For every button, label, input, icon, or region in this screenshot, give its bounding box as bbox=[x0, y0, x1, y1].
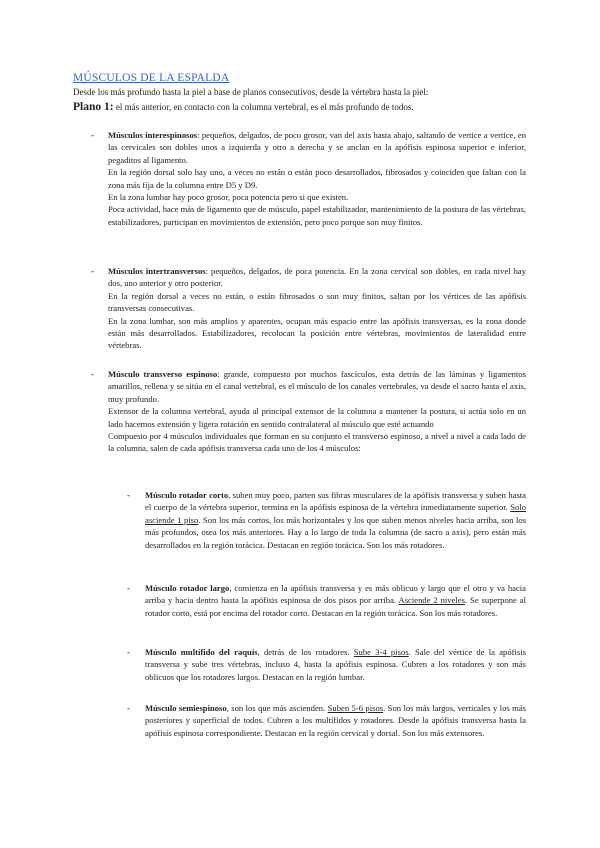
sublist-item-rotador-corto bbox=[145, 489, 526, 551]
item-term: Músculo transverso espinoso bbox=[108, 369, 218, 379]
subitem-term: Músculo rotador corto bbox=[145, 490, 229, 500]
list-item-intertransversos bbox=[108, 265, 526, 352]
item-text: : pequeños, delgados, de poco grosor, van del axis hasta abajo, saltando de vertice a vertice, en las cervicales son dobles unos a izquierda y otro a derecha y se anclan en la apófisis espinosa superior e inferior, pegaditos al ligamento. bbox=[108, 130, 526, 165]
subitem-underlined: Sube 3-4 pisos bbox=[353, 647, 409, 657]
subitem-text: . Se superpone al rotador corto, está por encima del rotador corto. Destacan en la región torácica. Son los más rotadores. bbox=[145, 595, 527, 618]
list-bullet-dash: - bbox=[91, 130, 94, 140]
subitem-text: , comienza en la apófisis transversa y es más oblicuo y largo que el otro y va hacia arriba y hacia dentro hasta la apófisis espinosa de dos pisos por arriba. bbox=[145, 583, 526, 606]
list-bullet-dash: - bbox=[91, 266, 94, 276]
subitem-term: Músculo semiespinoso bbox=[145, 703, 227, 713]
item-term: Músculos interespinosos bbox=[108, 130, 198, 140]
item-term: Músculos intertransversos bbox=[108, 266, 206, 276]
subitem-paragraph bbox=[145, 646, 526, 683]
item-paragraph: En la región dorsal a veces no están, o están fibrosados o son muy finitos, saltan por los vértices de las apófisis transversas consecutivas. bbox=[108, 290, 526, 314]
subitem-underlined: Suben 5-6 pisos bbox=[327, 703, 384, 713]
list-item-interespinosos bbox=[108, 129, 526, 228]
sublist-bullet-dash: - bbox=[127, 647, 130, 657]
sublist-item-multifido bbox=[145, 646, 526, 683]
subitem-term: Músculo rotador largo bbox=[145, 583, 230, 593]
plano-1-line bbox=[73, 101, 414, 113]
sublist-item-semiespinoso bbox=[145, 702, 526, 739]
item-paragraph bbox=[108, 368, 526, 405]
intro-text: Desde los más profundo hasta la piel a base de planos consecutivos, desde la vértebra hasta la piel: bbox=[73, 87, 429, 97]
subitem-paragraph bbox=[145, 489, 526, 551]
item-paragraph: Extensor de la columna vertebral, ayuda al principal extensor de la columna a mantener la postura, si actúa solo en un lado hacemos extensión y ligera rotación en sentido contralateral al músculo que esté actuando bbox=[108, 406, 526, 429]
subitem-text: . Son los más cortos, los más horizontales y los que suben menos niveles hacia arriba, son los más profundos, osea los más anteriores. Hay a lo largo de toda la columna (de sacro a axis), pero están más desarrollados en la región torácica. Destacan en región torácica. Son los más rotadores. bbox=[145, 514, 527, 550]
subitem-text: , suben muy poco, parten sus fibras musculares de la apófisis transversa y suben hasta el cuerpo de la vértebra superior, termina en la apófisis espinosa de la vértebra inmediatamente superior. bbox=[145, 490, 526, 513]
list-item-transverso-espinoso bbox=[108, 368, 526, 455]
subitem-text: . Sale del vértice de la apófisis transversa y sube tres vértebras, incluso 4, hasta la apófisis espinosa. Cubren a los rotadores y son más oblicuos que los rotadores largos. Destacan en la región lumbar. bbox=[145, 647, 526, 682]
item-paragraph: Compuesto por 4 músculos individuales que forman en su conjunto el transverso espinoso, a nivel a nivel a cada lado de la columna, salen de cada apófisis transversa cada uno de los 4 músculos: bbox=[108, 431, 526, 454]
item-paragraph: En la zona lumbar hay poco grosor, poca potencia pero si que existen. bbox=[108, 192, 349, 203]
subitem-text: . Son los más largos, verticales y los más posteriores y superficial de todos. Cubren a los multífidos y rotadores. Desde la apófisis transversa hasta la apófisis espinosa correspondiente. Destacan en la región cervical y dorsal. Son los más extensores. bbox=[145, 703, 526, 738]
plano-label: Plano 1: bbox=[73, 101, 114, 113]
sublist-bullet-dash: - bbox=[127, 703, 130, 713]
subitem-term: Músculo multífido del raquis bbox=[145, 647, 258, 657]
subitem-text: , son los que más ascienden. bbox=[226, 703, 328, 713]
item-text: : grande, compuesto por muchos fascículos, esta detrás de las láminas y ligamentos amarillos, rellena y se sitúa en el canal vertebral, es el músculo de los canales vertebrales, va desde el sacro hasta el axis, muy profundo. bbox=[108, 369, 526, 404]
subitem-underlined: Asciende 2 niveles bbox=[398, 595, 465, 606]
subitem-paragraph bbox=[145, 582, 526, 619]
item-paragraph: En la región dorsal solo hay uno, a veces no están o están poco desarrollados, fibrosados y coinciden que faltan con la zona más fija de la columna entre D5 y D9. bbox=[108, 167, 526, 190]
sublist-item-rotador-largo bbox=[145, 582, 526, 619]
item-text: : pequeños, delgados, de poca potencia. En la zona cervical son dobles, en cada nivel hay dos, uno anterior y otro posterior. bbox=[108, 266, 526, 289]
plano-text: el más anterior, en contacto con la columna vertebral, es el más profundo de todos. bbox=[113, 102, 414, 112]
subitem-underlined: Solo asciende 1 piso bbox=[145, 502, 526, 525]
sublist-bullet-dash: - bbox=[127, 583, 130, 593]
document-title: MÚSCULOS DE LA ESPALDA bbox=[73, 72, 230, 84]
item-paragraph bbox=[108, 129, 526, 166]
item-paragraph: En la zona lumbar, son más amplios y aparentes, ocupan más espacio entre las apófisis transversas, es la zona donde están más desarrollados. Estabilizadores, recolocan la posición entre vértebras, movimientos de lateralidad entre vértebras. bbox=[108, 315, 526, 351]
list-bullet-dash: - bbox=[91, 369, 94, 379]
sublist-bullet-dash: - bbox=[127, 490, 130, 500]
item-paragraph: Poca actividad, hace más de ligamento que de músculo, papel estabilizador, mantenimiento de la postura de las vértebras, estabilizadores, participan en movimientos de extensión, pero poco porque son muy finitos. bbox=[108, 204, 526, 227]
subitem-text: , detrás de los rotadores. bbox=[257, 647, 354, 657]
item-paragraph bbox=[108, 265, 526, 290]
subitem-paragraph bbox=[145, 702, 526, 739]
